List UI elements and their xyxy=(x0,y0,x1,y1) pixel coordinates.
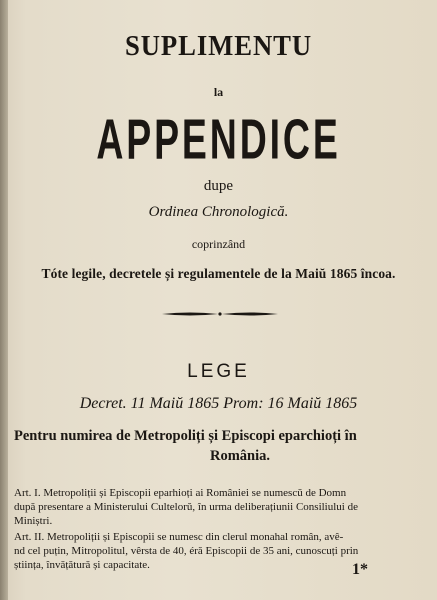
coprinzand-text: coprinzând xyxy=(191,237,246,251)
title-appendice: APPENDICE xyxy=(96,108,341,172)
law-title-line1: Pentru numirea de Metropoliți și Episcopi eparchioți în xyxy=(14,428,357,444)
tote-legile-text: Tóte legile, decretele și regulamentele de la Maiŭ 1865 încoa. xyxy=(41,266,396,281)
article-2-line: știința, învățătură și capacitate. xyxy=(14,559,150,571)
lege-heading: LEGE xyxy=(187,361,250,382)
signature-mark: 1* xyxy=(352,561,368,578)
article-1-line: Art. I. Metropoliții și Episcopii eparhioți ai României se numescŭ de Domn xyxy=(14,487,347,499)
title-la: la xyxy=(213,85,224,99)
article-2-line: nd cel puțin, Mitropolitul, vêrsta de 40, éră Episcopii de 35 ani, cunoscuți prin xyxy=(14,545,359,557)
decret-line: Decret. 11 Maiŭ 1865 Prom: 16 Maiŭ 1865 xyxy=(79,395,358,412)
article-1-line: după presentare a Ministerului Cultelorŭ, în urma deliberațiunii Consiliului de xyxy=(14,501,358,513)
title-supliment: SUPLIMENTU xyxy=(124,30,313,62)
ornament-rule xyxy=(160,308,280,320)
article-2-line: Art. II. Metropoliții și Episcopii se numesc din clerul monahal român, avê- xyxy=(14,531,344,543)
law-title-line2: România. xyxy=(209,448,271,464)
dupe-text: dupe xyxy=(203,178,234,194)
article-1-line: Miniștri. xyxy=(14,515,53,527)
ordinea-text: Ordinea Chronologică. xyxy=(148,204,289,220)
